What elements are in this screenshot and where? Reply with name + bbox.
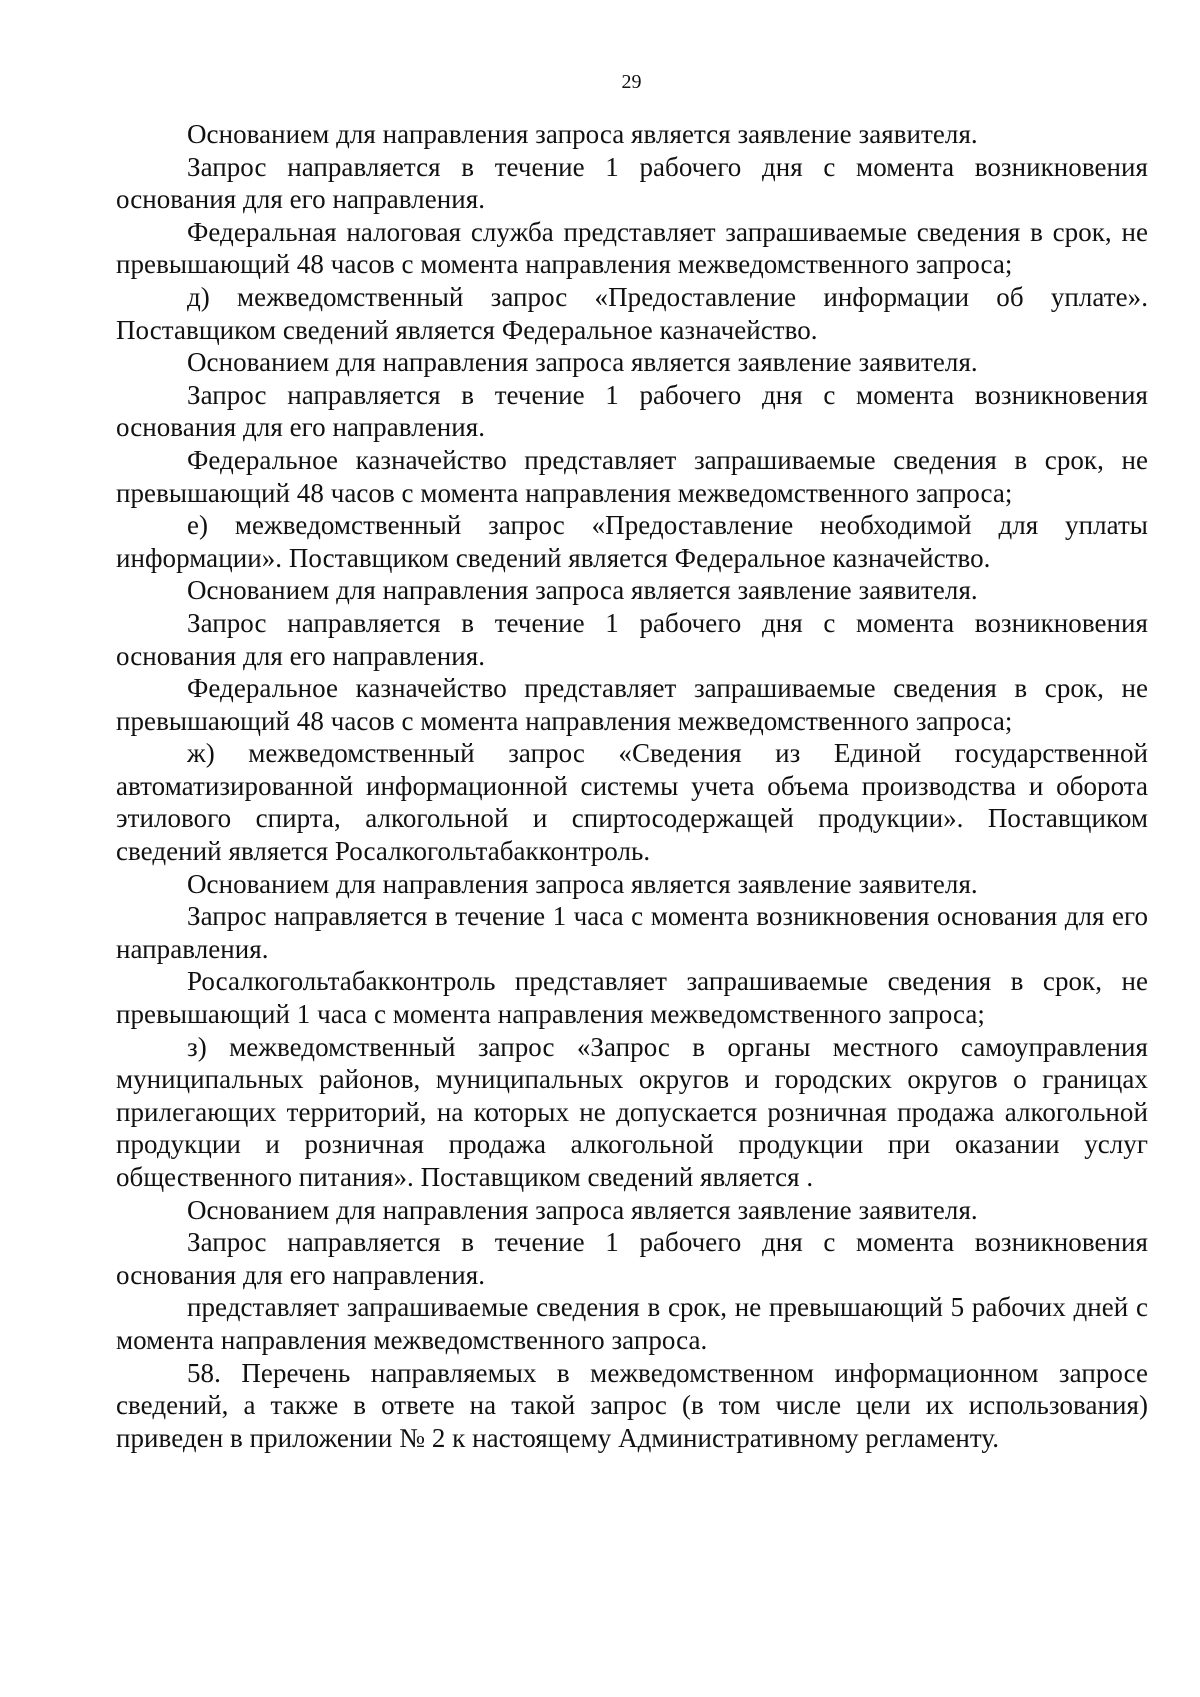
paragraph: з) межведомственный запрос «Запрос в органы местного самоуправления муниципальных районов, муниципальных округов и городских округов о границах прилегающих территорий, на которых не допускается розничная продажа алкогольной продукции и розничная продажа алкогольной продукции при оказании услуг общественного питания». Поставщиком сведений является .: [116, 1031, 1148, 1192]
paragraph: Федеральное казначейство представляет запрашиваемые сведения в срок, не превышающий 48 часов с момента направления межведомственного запроса;: [116, 444, 1148, 508]
paragraph: Запрос направляется в течение 1 рабочего дня с момента возникновения основания для его направления.: [116, 1227, 1148, 1290]
paragraph: д) межведомственный запрос «Предоставление информации об уплате». Поставщиком сведений является Федеральное казначейство.: [116, 281, 1148, 345]
paragraph: Основанием для направления запроса является заявление заявителя.: [187, 1194, 978, 1225]
paragraph: Федеральная налоговая служба представляет запрашиваемые сведения в срок, не превышающий 48 часов с момента направления межведомственного запроса;: [116, 216, 1148, 280]
paragraph: Федеральное казначейство представляет запрашиваемые сведения в срок, не превышающий 48 часов с момента направления межведомственного запроса;: [116, 673, 1148, 736]
paragraph: Основанием для направления запроса является заявление заявителя.: [187, 868, 978, 899]
paragraph: Основанием для направления запроса является заявление заявителя.: [187, 119, 978, 149]
paragraph: ж) межведомственный запрос «Сведения из Единой государственной автоматизированной информационной системы учета объема производства и оборота этилового спирта, алкогольной и спиртосодержащей продукции». Поставщиком сведений является Росалкогольтабакконтроль.: [116, 738, 1148, 867]
paragraph: Запрос направляется в течение 1 часа с момента возникновения основания для его направления.: [116, 901, 1148, 964]
paragraph: Основанием для направления запроса является заявление заявителя.: [187, 347, 978, 378]
paragraph: Росалкогольтабакконтроль представляет запрашиваемые сведения в срок, не превышающий 1 часа с момента направления межведомственного запроса;: [116, 966, 1148, 1030]
document-body: [116, 118, 1148, 1454]
paragraph: Запрос направляется в течение 1 рабочего дня с момента возникновения основания для его направления.: [116, 151, 1148, 215]
paragraph: е) межведомственный запрос «Предоставление необходимой для уплаты информации». Поставщиком сведений является Федеральное казначейство.: [116, 510, 1148, 573]
paragraph: 58. Перечень направляемых в межведомственном информационном запросе сведений, а также в ответе на такой запрос (в том числе цели их использования) приведен в приложении № 2 к настоящему Административному регламенту.: [116, 1357, 1148, 1453]
paragraph: Запрос направляется в течение 1 рабочего дня с момента возникновения основания для его направления.: [116, 379, 1148, 443]
paragraph: Запрос направляется в течение 1 рабочего дня с момента возникновения основания для его направления.: [116, 607, 1148, 671]
page-number: 29: [621, 71, 642, 93]
paragraph: представляет запрашиваемые сведения в срок, не превышающий 5 рабочих дней с момента направления межведомственного запроса.: [116, 1292, 1148, 1355]
paragraph: Основанием для направления запроса является заявление заявителя.: [187, 575, 978, 606]
